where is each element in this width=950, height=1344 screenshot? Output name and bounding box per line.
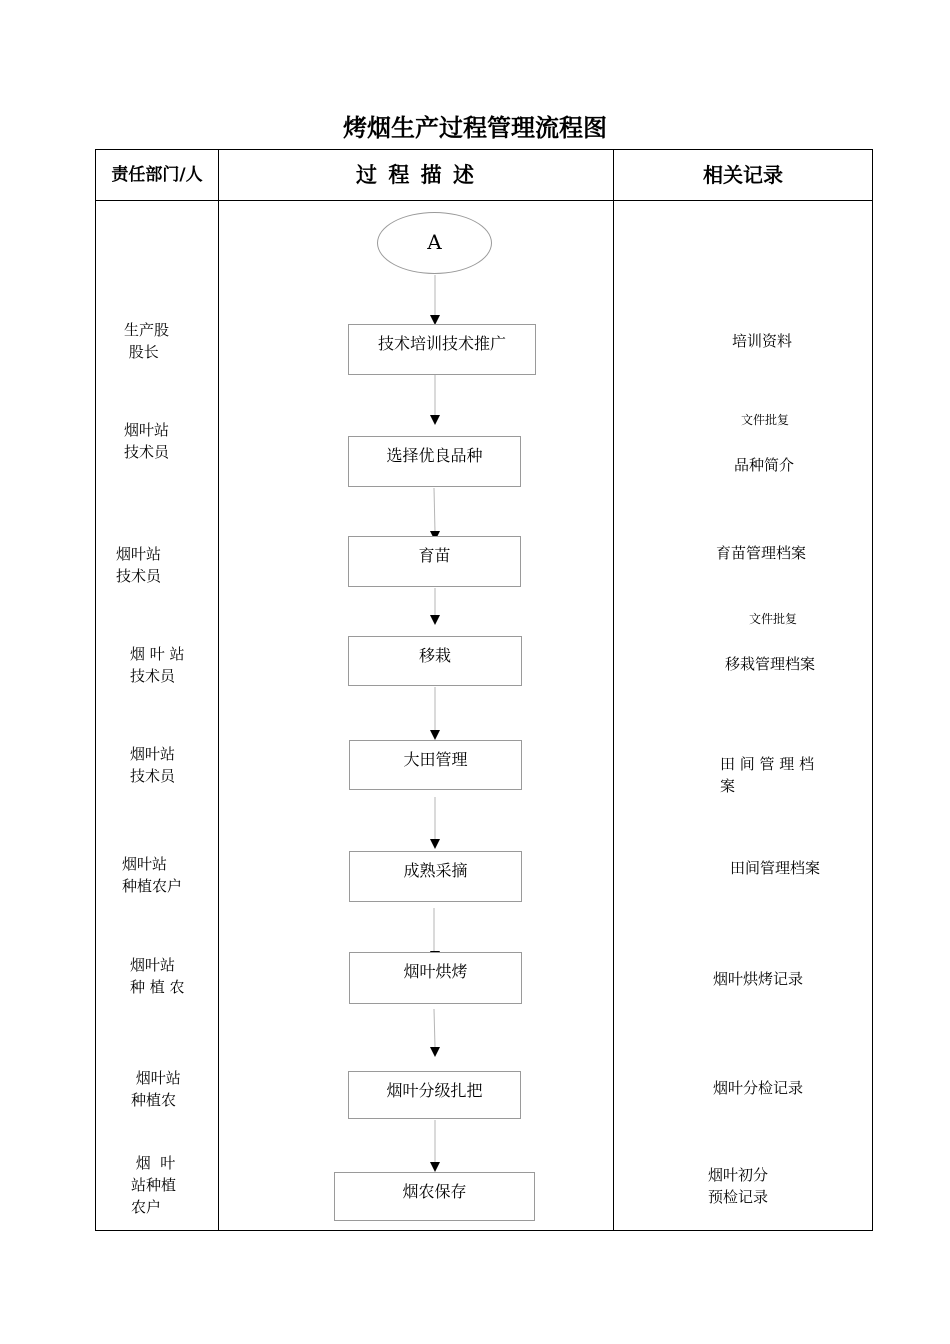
record-cell: 烟叶烘烤记录 <box>713 970 804 988</box>
record-cell: 品种简介 <box>734 456 795 474</box>
record-cell: 移栽管理档案 <box>725 655 816 673</box>
process-step-grading: 烟叶分级扎把 <box>348 1071 521 1119</box>
dept-cell: 烟叶站 种植农户 <box>122 855 183 895</box>
dept-cell: 烟叶站 种植农 <box>131 1069 181 1109</box>
dept-cell: 烟 叶 站 技术员 <box>130 645 185 685</box>
process-step-transplant: 移栽 <box>348 636 522 686</box>
header-divider <box>95 200 873 201</box>
dept-cell: 烟叶站 技术员 <box>124 421 170 461</box>
record-cell: 育苗管理档案 <box>716 544 807 562</box>
record-cell: 烟叶初分 预检记录 <box>708 1166 769 1206</box>
record-cell: 田 间 管 理 档 案 <box>720 755 815 795</box>
column-divider-1 <box>218 149 219 1231</box>
dept-cell: 烟叶站 技术员 <box>116 545 162 585</box>
table-bottom-border <box>95 1230 873 1231</box>
process-step-curing: 烟叶烘烤 <box>349 952 522 1004</box>
process-step-field-management: 大田管理 <box>349 740 522 790</box>
dept-cell: 烟 叶 站种植 农户 <box>131 1154 177 1216</box>
dept-cell: 烟叶站 种 植 农 <box>130 956 185 996</box>
record-cell: 文件批复 <box>741 413 790 427</box>
record-cell: 田间管理档案 <box>730 859 821 877</box>
record-cell: 文件批复 <box>749 612 798 626</box>
process-step-harvest: 成熟采摘 <box>349 851 522 902</box>
start-node: A <box>377 212 492 274</box>
document-title: 烤烟生产过程管理流程图 <box>343 114 607 142</box>
header-records: 相关记录 <box>703 163 783 187</box>
record-cell: 烟叶分检记录 <box>713 1079 804 1097</box>
process-step-seedling: 育苗 <box>348 536 521 587</box>
record-cell: 培训资料 <box>732 332 793 350</box>
table-left-border <box>95 149 96 1231</box>
dept-cell: 生产股 股长 <box>124 321 170 361</box>
header-process: 过 程 描 述 <box>356 163 476 187</box>
dept-cell: 烟叶站 技术员 <box>130 745 176 785</box>
table-right-border <box>872 149 873 1231</box>
process-step-variety: 选择优良品种 <box>348 436 521 487</box>
process-step-storage: 烟农保存 <box>334 1172 535 1221</box>
column-divider-2 <box>613 149 614 1231</box>
header-dept: 责任部门/人 <box>111 165 203 185</box>
process-step-training: 技术培训技术推广 <box>348 324 536 375</box>
